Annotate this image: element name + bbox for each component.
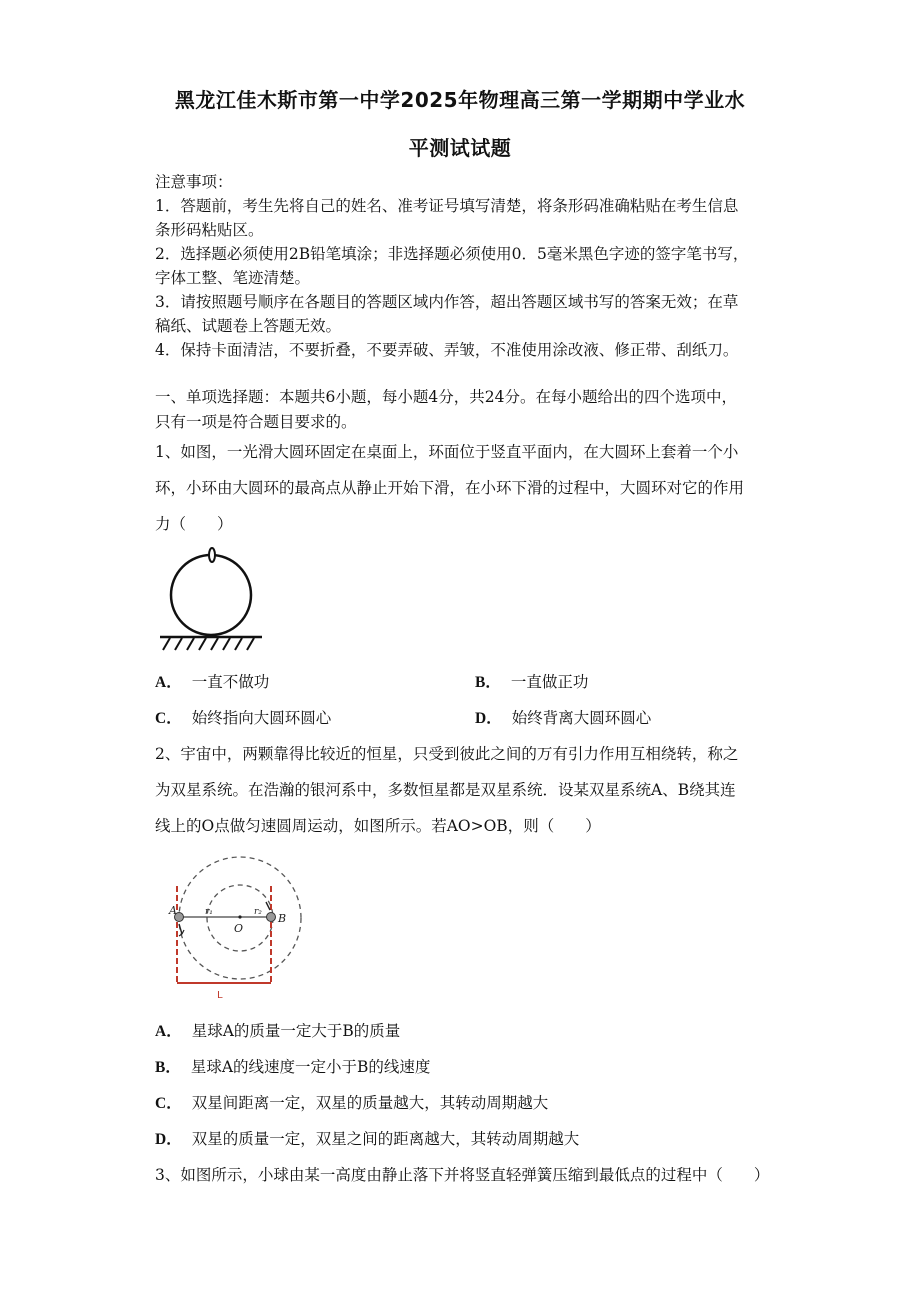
q1-option-b[interactable]: B． 一直做正功	[475, 673, 589, 691]
q2-text: 线上的O点做匀速圆周运动，如图所示。若AO>OB，则（ ）	[155, 817, 601, 835]
notice-item: 2．选择题必须使用2B铅笔填涂；非选择题必须使用0．5毫米黑色字迹的签字笔书写，	[155, 245, 749, 263]
q2-option-b[interactable]: B． 星球A的线速度一定小于B的线速度	[155, 1058, 431, 1076]
q3-text: 3、如图所示，小球由某一高度由静止落下并将竖直轻弹簧压缩到最低点的过程中（ ）	[155, 1166, 770, 1184]
label-l: L	[217, 990, 223, 1001]
label-r1: r₁	[205, 907, 213, 917]
section-intro: 一、单项选择题：本题共6小题，每小题4分，共24分。在每小题给出的四个选项中，	[155, 388, 737, 406]
q1-text: 力（ ）	[155, 515, 233, 533]
q1-text: 1、如图，一光滑大圆环固定在桌面上，环面位于竖直平面内，在大圆环上套着一个小	[155, 443, 739, 461]
notice-item: 条形码粘贴区。	[155, 221, 264, 239]
exam-title-line-1: 黑龙江佳木斯市第一中学2025年物理高三第一学期期中学业水	[174, 88, 746, 112]
q2-option-a[interactable]: A． 星球A的质量一定大于B的质量	[155, 1022, 401, 1040]
q2-option-c[interactable]: C． 双星间距离一定，双星的质量越大，其转动周期越大	[155, 1094, 549, 1112]
q2-text: 2、宇宙中，两颗靠得比较近的恒星，只受到彼此之间的万有引力作用互相绕转，称之	[155, 745, 739, 763]
label-b: B	[278, 912, 287, 925]
q1-text: 环，小环由大圆环的最高点从静止开始下滑，在小环下滑的过程中，大圆环对它的作用	[155, 479, 745, 497]
q2-text: 为双星系统。在浩瀚的银河系中，多数恒星都是双星系统．设某双星系统A、B绕其连	[155, 781, 736, 799]
section-intro: 只有一项是符合题目要求的。	[155, 413, 357, 431]
notice-item: 字体工整、笔迹清楚。	[155, 269, 311, 287]
notice-item: 4．保持卡面清洁，不要折叠，不要弄破、弄皱，不准使用涂改液、修正带、刮纸刀。	[155, 341, 739, 359]
notice-item: 稿纸、试题卷上答题无效。	[155, 317, 342, 335]
q1-option-d[interactable]: D． 始终背离大圆环圆心	[475, 709, 652, 727]
label-o: O	[234, 922, 244, 935]
notice-item: 3．请按照题号顺序在各题目的答题区域内作答，超出答题区域书写的答案无效；在草	[155, 293, 739, 311]
q1-option-a[interactable]: A． 一直不做功	[155, 673, 270, 691]
q2-binary-star-figure	[165, 852, 310, 1002]
q2-option-d[interactable]: D． 双星的质量一定，双星之间的距离越大，其转动周期越大	[155, 1130, 580, 1148]
label-a: A	[169, 904, 177, 917]
notice-item: 1．答题前，考生先将自己的姓名、准考证号填写清楚，将条形码准确粘贴在考生信息	[155, 197, 739, 215]
exam-title-line-2: 平测试试题	[408, 136, 512, 160]
notice-heading: 注意事项：	[155, 173, 233, 191]
q1-ring-figure	[158, 540, 268, 655]
q1-option-c[interactable]: C． 始终指向大圆环圆心	[155, 709, 332, 727]
label-r2: r₂	[254, 907, 262, 917]
